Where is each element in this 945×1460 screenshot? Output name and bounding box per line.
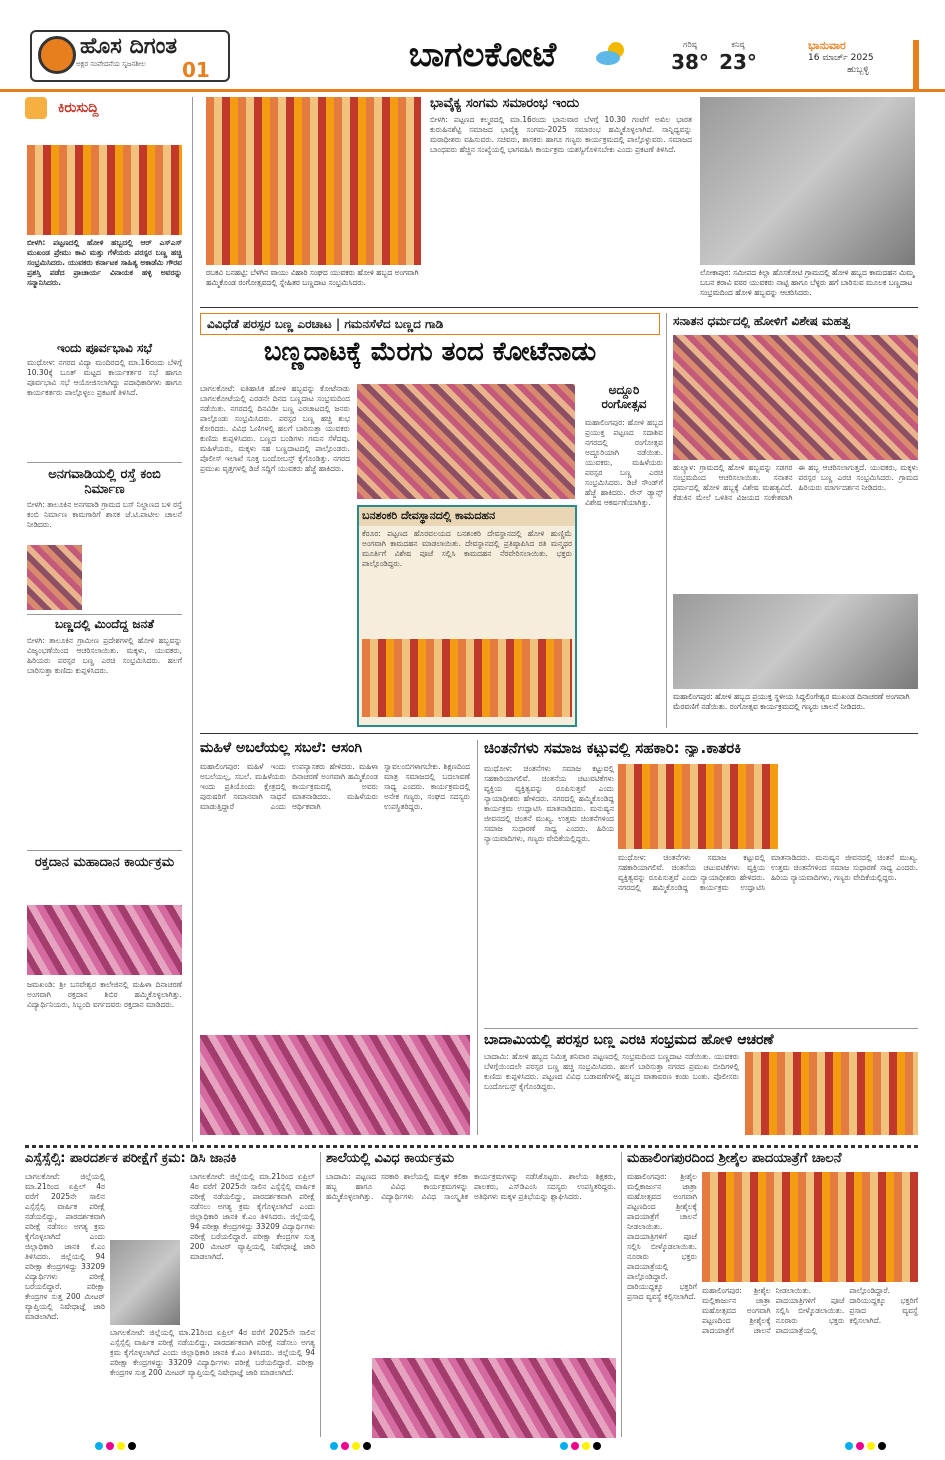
blood-donation-photo [27,905,182,975]
column-rule [621,1152,622,1437]
max-temp-label: ಗರಿಷ್ಠ [683,40,697,49]
women-story-text: ಮಹಾಲಿಂಗಪುರ: ಮಹಿಳೆ ಇಂದು ಅಬಲೆಯಲ್ಲ, ಸಬಲೆ. ಮಹಿಳೆಯರು ಇಂದು ಪ್ರತಿಯೊಂದು ಕ್ಷೇತ್ರದಲ್ಲಿ ಪುರುಷರಿಗೆ ಸಮಾನವಾಗಿ ಸಾಧನೆ ಮಾಡುತ್ತಿದ್ದಾರೆ ಎಂದು ಉಪನ್ಯಾಸಕರು ಹೇಳಿದರು. ಮಹಿಳಾ ದಿನಾಚರಣೆ ಅಂಗವಾಗಿ ಹಮ್ಮಿಕೊಂಡ ಕಾರ್ಯಕ್ರಮದಲ್ಲಿ ಅವರು ಮಾತನಾಡಿದರು. ಮಹಿಳೆಯರು ಆರ್ಥಿಕವಾಗಿ ಸ್ವಾವಲಂಬಿಗಳಾಗಬೇಕು. ಶಿಕ್ಷಣದಿಂದ ಮಾತ್ರ ಸಮಾಜದಲ್ಲಿ ಬದಲಾವಣೆ ಸಾಧ್ಯ ಎಂದರು. ಕಾರ್ಯಕ್ರಮದಲ್ಲಿ ಅನೇಕ ಗಣ್ಯರು, ಸಂಘದ ಸದಸ್ಯರು ಉಪಸ್ಥಿತರಿದ್ದರು. [200,762,470,811]
registration-marks [560,1442,620,1454]
padayatra-text: ಮಹಾಲಿಂಗಪುರ: ಶ್ರೀಶೈಲ ಮಲ್ಲಿಕಾರ್ಜುನ ಜಾತ್ರಾ ಮಹೋತ್ಸವದ ಅಂಗವಾಗಿ ಪಟ್ಟಣದಿಂದ ಶ್ರೀಶೈಲಕ್ಕೆ ಪಾದಯಾತ್ರೆಗೆ ಚಾಲನೆ ನೀಡಲಾಯಿತು. ಪಾದಯಾತ್ರಿಗಳಿಗೆ ಪೂಜೆ ಸಲ್ಲಿಸಿ ಬೀಳ್ಕೊಡಲಾಯಿತು. ನೂರಾರು ಭಕ್ತರು ಪಾದಯಾತ್ರೆಯಲ್ಲಿ ಪಾಲ್ಗೊಂಡಿದ್ದಾರೆ. ದಾರಿಯುದ್ದಕ್ಕೂ ಭಕ್ತರಿಗೆ ಪ್ರಸಾದ ವ್ಯವಸ್ಥೆ ಕಲ್ಪಿಸಲಾಗಿದೆ. [627,1172,697,1301]
school-title: ಶಾಲೆಯಲ್ಲಿ ವಿವಿಧ ಕಾರ್ಯಕ್ರಮ [326,1152,455,1166]
min-temp-value: 23° [719,50,757,74]
header-accent-bar [913,40,919,90]
day-name: ಭಾನುವಾರ [808,40,846,52]
right-col-title: ಸನಾತನ ಧರ್ಮದಲ್ಲಿ ಹೋಳಿಗೆ ವಿಶೇಷ ಮಹತ್ವ [673,315,851,328]
hand-point-icon [25,97,47,119]
page-number: 01 [182,58,210,82]
kamadahana-box [357,505,577,727]
right-col-caption: ಮಹಾಲಿಂಗಪುರ: ಹೋಳಿ ಹಬ್ಬದ ಪ್ರಯುಕ್ತ ಸ್ಥಳೀಯ ಸಿದ್ದಲಿಂಗೇಶ್ವರ ಮುಖಂಡ ದಿನಾಚರಣೆ ಅಂಗವಾಗಿ ಮೆರವಣಿಗೆ ನಡೆಯಿತು. ರಂಗೋತ್ಸವ ಕಾರ್ಯಕ್ರಮದಲ್ಲಿ ಗಣ್ಯರು ಚಾಲನೆ ನೀಡಿದರು. [673,692,918,728]
sidebar-heading-4: ರಕ್ತದಾನ ಮಹಾದಾನ ಕಾರ್ಯಕ್ರಮ [34,856,175,870]
sidebar-text-2: ಬೀಳಗಿ: ತಾಲೂಕಿನ ಅನಗವಾಡಿ ಗ್ರಾಮದ ಬಸ್ ನಿಲ್ದಾಣದ ಬಳಿ ರಸ್ತೆ ಕಂಬಿ ನಿರ್ಮಾಣ ಕಾಮಗಾರಿಗೆ ಶಾಸಕ ಜೆ.ಟಿ.ಪಾಟೀಲ ಚಾಲನೆ ನೀಡಿದರು. [27,500,182,529]
lead-body: ಬಾಗಲಕೋಟೆ: ಐತಿಹಾಸಿಕ ಹೋಳಿ ಹಬ್ಬವನ್ನು ಕೋಟೆನಾಡು ಬಾಗಲಕೋಟೆಯಲ್ಲಿ ಎರಡನೇ ದಿನದ ಬಣ್ಣದಾಟ ಸಂಭ್ರಮದಿಂದ ನಡೆಯಿತು. ನಗರದಲ್ಲಿ ದಿನವಿಡೀ ಬಣ್ಣ ಎರಚಾಟದಲ್ಲಿ ಜನರು ಪಾಲ್ಗೊಂಡು ಸಂಭ್ರಮಿಸಿದರು. ಪರಸ್ಪರ ಬಣ್ಣ ಹಚ್ಚಿ ಶುಭ ಕೋರಿದರು. ವಿವಿಧ ಓಣಿಗಳಲ್ಲಿ ಹಲಗೆ ಬಾರಿಸುತ್ತಾ ಯುವಕರು ಕುಣಿದು ಕುಪ್ಪಳಿಸಿದರು. ಬಣ್ಣದ ಬಂಡಿಗಳು ಗಮನ ಸೆಳೆದವು. ಮಹಿಳೆಯರು, ಮಕ್ಕಳು ಸಹ ಬಣ್ಣದಾಟದಲ್ಲಿ ಪಾಲ್ಗೊಂಡರು. ಪೊಲೀಸ್ ಇಲಾಖೆ ಸೂಕ್ತ ಬಂದೋಬಸ್ತ್ ಕೈಗೊಂಡಿತ್ತು. ನಗರದ ಪ್ರಮುಖ ವೃತ್ತಗಳಲ್ಲಿ ಡಿಜೆ ಸದ್ದಿಗೆ ಯುವಕರು ಹೆಜ್ಜೆ ಹಾಕಿದರು. [200,384,350,473]
road-work-photo [27,545,82,610]
sslc-text-cont: ಬಾಗಲಕೋಟೆ: ಜಿಲ್ಲೆಯಲ್ಲಿ ಮಾ.21ರಿಂದ ಏಪ್ರಿಲ್ 4ರ ವರೆಗೆ 2025ನೇ ಸಾಲಿನ ಎಸ್ಸೆಸ್ಸೆಲ್ಸಿ ವಾರ್ಷಿಕ ಪರೀಕ್ಷೆ ನಡೆಯಲಿದ್ದು, ಪಾರದರ್ಶಕವಾಗಿ ಪರೀಕ್ಷೆ ನಡೆಸಲು ಅಗತ್ಯ ಕ್ರಮ ಕೈಗೊಳ್ಳಲಾಗಿದೆ ಎಂದು ಜಿಲ್ಲಾಧಿಕಾರಿ ಜಾನಕಿ ಕೆ.ಎಂ ತಿಳಿಸಿದರು. ಜಿಲ್ಲೆಯಲ್ಲಿ 94 ಪರೀಕ್ಷಾ ಕೇಂದ್ರಗಳಿದ್ದು 33209 ವಿದ್ಯಾರ್ಥಿಗಳು ಪರೀಕ್ಷೆ ಬರೆಯಲಿದ್ದಾರೆ. ಪರೀಕ್ಷಾ ಕೇಂದ್ರಗಳ ಸುತ್ತ 200 ಮೀಟರ್ ವ್ಯಾಪ್ತಿಯಲ್ಲಿ ನಿಷೇಧಾಜ್ಞೆ ಜಾರಿ ಮಾಡಲಾಗಿದೆ. [110,1328,315,1377]
dateline [808,40,908,76]
box-text: ಕೆರೂರ: ಪಟ್ಟಣದ ಹೊರವಲಯದ ಬನಶಂಕರಿ ದೇವಸ್ಥಾನದಲ್ಲಿ ಹೋಳಿ ಹುಣ್ಣಿಮೆ ಅಂಗವಾಗಿ ಕಾಮದಹನ ಮಾಡಲಾಯಿತು. ದೇವಸ್ಥಾನದಲ್ಲಿ ಪ್ರತಿಷ್ಠಾಪಿಸಿದ ರತಿ ಮನ್ಮಥರ ಮೂರ್ತಿಗೆ ವಿಶೇಷ ಪೂಜೆ ಸಲ್ಲಿಸಿ ಕಾಮದಹನ ನೆರವೇರಿಸಲಾಯಿತು. ಭಕ್ತರು ಪಾಲ್ಗೊಂಡಿದ್ದರು. [362,528,572,568]
date-text: 16 ಮಾರ್ಚ್ 2025 [808,53,874,63]
walkers-group-photo [206,97,421,265]
badami-holi-photo [745,1052,918,1135]
top-center-text: ಬೀಳಗಿ: ಪಟ್ಟಣದ ಕಲ್ಮಠದಲ್ಲಿ ಮಾ.16ರಂದು ಭಾನುವಾರ ಬೆಳಗ್ಗೆ 10.30 ಗಂಟೆಗೆ ಅಖಿಲ ಭಾರತ ಕುರುಹಿನಶೆಟ್ಟಿ ಸಮಾಜದ ಭಾವೈಕ್ಯ ಸಂಗಮ-2025 ಸಮಾರಂಭ ಹಮ್ಮಿಕೊಳ್ಳಲಾಗಿದೆ. ಸಾನ್ನಿಧ್ಯವನ್ನು ಮಠಾಧೀಶರು ವಹಿಸುವರು. ಸಚಿವರು, ಶಾಸಕರು ಹಾಗೂ ಗಣ್ಯರು ಕಾರ್ಯಕ್ರಮದಲ್ಲಿ ಪಾಲ್ಗೊಳ್ಳುವರು. ಸಮಾಜದ ಬಾಂಧವರು ಹೆಚ್ಚಿನ ಸಂಖ್ಯೆಯಲ್ಲಿ ಭಾಗವಹಿಸಿ ಕಾರ್ಯಕ್ರಮ ಯಶಸ್ವಿಗೊಳಿಸಬೇಕು ಎಂದು ಪ್ರಕಟಣೆ ತಿಳಿಸಿದೆ. [430,115,692,154]
side-story-title: ಅದ್ದೂರಿ ರಂಗೋತ್ಸವ [601,384,647,411]
padayatra-text-cont: ಮಹಾಲಿಂಗಪುರ: ಶ್ರೀಶೈಲ ಮಲ್ಲಿಕಾರ್ಜುನ ಜಾತ್ರಾ ಮಹೋತ್ಸವದ ಅಂಗವಾಗಿ ಪಟ್ಟಣದಿಂದ ಶ್ರೀಶೈಲಕ್ಕೆ ಪಾದಯಾತ್ರೆಗೆ ಚಾಲನೆ ನೀಡಲಾಯಿತು. ಪಾದಯಾತ್ರಿಗಳಿಗೆ ಪೂಜೆ ಸಲ್ಲಿಸಿ ಬೀಳ್ಕೊಡಲಾಯಿತು. ನೂರಾರು ಭಕ್ತರು ಪಾದಯಾತ್ರೆಯಲ್ಲಿ ಪಾಲ್ಗೊಂಡಿದ್ದಾರೆ. ದಾರಿಯುದ್ದಕ್ಕೂ ಭಕ್ತರಿಗೆ ಪ್ರಸಾದ ವ್ಯವಸ್ಥೆ ಕಲ್ಪಿಸಲಾಗಿದೆ. [702,1286,918,1335]
crowd-celebration-photo [357,384,575,499]
badami-story-text: ಬಾದಾಮಿ: ಹೋಳಿ ಹಬ್ಬದ ನಿಮಿತ್ತ ಶನಿವಾರ ಪಟ್ಟಣದಲ್ಲಿ ಸಂಭ್ರಮದಿಂದ ಬಣ್ಣದಾಟ ನಡೆಯಿತು. ಯುವಕರು ಬೆಳಗ್ಗೆಯಿಂದಲೇ ಪರಸ್ಪರ ಬಣ್ಣ ಹಚ್ಚಿ ಸಂಭ್ರಮಿಸಿದರು. ಹಲಗೆ ಬಾರಿಸುತ್ತಾ ನಗರದ ಪ್ರಮುಖ ಬೀದಿಗಳಲ್ಲಿ ಕುಣಿದು ಕುಪ್ಪಳಿಸಿದರು. ಪಟ್ಟಣದ ವಿವಿಧ ಬಡಾವಣೆಗಳಲ್ಲಿ ಹಬ್ಬದ ವಾತಾವರಣ ಕಂಡು ಬಂತು. ಪೊಲೀಸರು ಬಂದೋಬಸ್ತ್ ಕೈಗೊಂಡಿದ್ದರು. [484,1052,739,1091]
procession-photo [673,594,918,689]
column-rule [477,740,478,1135]
weather-sun-cloud-icon [592,38,632,68]
column-rule [666,313,667,728]
sidebar-top-caption: ಬೀಳಗಿ: ಪಟ್ಟಣದಲ್ಲಿ ಹೋಳಿ ಹಬ್ಬದಲ್ಲಿ ಆರ್ ಎಸ್‌ಎಸ್ ಮುಖಂಡ ಪ್ರೇಮು ಕಾವಿ ಮತ್ತು ಗೆಳೆಯರು ಪರಸ್ಪರ ಬಣ್ಣ ಹಚ್ಚಿ ಸಂಭ್ರಮಿಸಿದರು. ಯುವಕರು ಕರ್ನಾಟಕ ಸಾಹಿತ್ಯ ಅಕಾಡೆಮಿ ಗೌರವ ಪ್ರಶಸ್ತಿ ಪಡೆದ ಪ್ರಾಚಾರ್ಯ ವಿನಾಯಕ ಹಳ್ಳಿ ಅವರನ್ನು ಸನ್ಮಾನಿಸಿದರು. [27,238,182,287]
badami-story-title: ಬಾದಾಮಿಯಲ್ಲಿ ಪರಸ್ಪರ ಬಣ್ಣ ಎರಚಿ ಸಂಭ್ರಮದ ಹೋಳಿ ಆಚರಣೆ [484,1032,774,1048]
divider [27,462,182,463]
right-col-text: ಹುಲ್ಯಾಳ: ಗ್ರಾಮದಲ್ಲಿ ಹೋಳಿ ಹಬ್ಬವನ್ನು ಸಡಗರ ಸಂಭ್ರಮದಿಂದ ಆಚರಿಸಲಾಯಿತು. ಸನಾತನ ಧರ್ಮದಲ್ಲಿ ಹೋಳಿ ಹಬ್ಬಕ್ಕೆ ವಿಶೇಷ ಮಹತ್ವವಿದೆ. ಕೆಡುಕಿನ ಮೇಲೆ ಒಳಿತಿನ ವಿಜಯದ ಸಂಕೇತವಾಗಿ ಈ ಹಬ್ಬ ಆಚರಿಸಲಾಗುತ್ತದೆ. ಯುವಕರು, ಮಕ್ಕಳು ಪರಸ್ಪರ ಬಣ್ಣ ಎರಚಿ ಸಂಭ್ರಮಿಸಿದರು. ಗ್ರಾಮದ ಹಿರಿಯರು ಮಾರ್ಗದರ್ಶನ ನೀಡಿದರು. [673,463,918,502]
divider [200,733,918,734]
school-event-photo [372,1358,616,1438]
divider [484,1028,918,1029]
lead-kicker: ವಿವಿಧೆಡೆ ಪರಸ್ಪರ ಬಣ್ಣ ಎರಚಾಟ | ಗಮನಸೆಳೆದ ಬಣ್ಣದ ಗಾಡಿ [200,313,660,335]
registration-marks [95,1442,155,1454]
registration-marks [330,1442,390,1454]
sidebar-section-title [25,97,185,119]
masthead [0,0,945,92]
max-temp-value: 38° [671,50,709,74]
max-temp-block [670,40,710,74]
divider [200,307,918,308]
sslc-title: ಎಸ್ಸೆಸ್ಸೆಲ್ಸಿ: ಪಾರದರ್ಶಕ ಪರೀಕ್ಷೆಗೆ ಕ್ರಮ: ಡಿಸಿ ಜಾನಕಿ [25,1152,237,1166]
section-label: ಕಿರುಸುದ್ದಿ [57,100,99,116]
sslc-text: ಬಾಗಲಕೋಟೆ: ಜಿಲ್ಲೆಯಲ್ಲಿ ಮಾ.21ರಿಂದ ಏಪ್ರಿಲ್ 4ರ ವರೆಗೆ 2025ನೇ ಸಾಲಿನ ಎಸ್ಸೆಸ್ಸೆಲ್ಸಿ ವಾರ್ಷಿಕ ಪರೀಕ್ಷೆ ನಡೆಯಲಿದ್ದು, ಪಾರದರ್ಶಕವಾಗಿ ಪರೀಕ್ಷೆ ನಡೆಸಲು ಅಗತ್ಯ ಕ್ರಮ ಕೈಗೊಳ್ಳಲಾಗಿದೆ ಎಂದು ಜಿಲ್ಲಾಧಿಕಾರಿ ಜಾನಕಿ ಕೆ.ಎಂ ತಿಳಿಸಿದರು. ಜಿಲ್ಲೆಯಲ್ಲಿ 94 ಪರೀಕ್ಷಾ ಕೇಂದ್ರಗಳಿದ್ದು 33209 ವಿದ್ಯಾರ್ಥಿಗಳು ಪರೀಕ್ಷೆ ಬರೆಯಲಿದ್ದಾರೆ. ಪರೀಕ್ಷಾ ಕೇಂದ್ರಗಳ ಸುತ್ತ 200 ಮೀಟರ್ ವ್ಯಾಪ್ತಿಯಲ್ಲಿ ನಿಷೇಧಾಜ್ಞೆ ಜಾರಿ ಮಾಡಲಾಗಿದೆ. [25,1172,105,1321]
min-temp-block [718,40,758,74]
place-text: ಹುಬ್ಬಳ್ಳಿ [847,65,869,75]
column-rule [192,97,193,1142]
temple-fire-photo [362,639,572,717]
justice-event-photo [618,764,778,849]
divider [27,850,182,851]
school-text: ಬಾದಾಮಿ: ಪಟ್ಟಣದ ಸರಕಾರಿ ಶಾಲೆಯಲ್ಲಿ ಮಕ್ಕಳ ಕಲಿಕಾ ಹಬ್ಬ ಹಾಗೂ ವಿವಿಧ ಕಾರ್ಯಕ್ರಮಗಳನ್ನು ಹಮ್ಮಿಕೊಳ್ಳಲಾಗಿತ್ತು. ವಿದ್ಯಾರ್ಥಿಗಳು ವಿವಿಧ ಸಾಂಸ್ಕೃತಿಕ ಕಾರ್ಯಕ್ರಮಗಳನ್ನು ನಡೆಸಿಕೊಟ್ಟರು. ಶಾಲೆಯ ಶಿಕ್ಷಕರು, ಪಾಲಕರು, ಎಸ್‌ಡಿಎಂಸಿ ಸದಸ್ಯರು ಉಪಸ್ಥಿತರಿದ್ದರು. ಅತಿಥಿಗಳು ಮಕ್ಕಳ ಪ್ರತಿಭೆಯನ್ನು ಶ್ಲಾಘಿಸಿದರು. [326,1172,616,1201]
padayatra-title: ಮಹಾಲಿಂಗಪುರದಿಂದ ಶ್ರೀಶೈಲ ಪಾದಯಾತ್ರೆಗೆ ಚಾಲನೆ [627,1152,842,1166]
top-center-title: ಭಾವೈಕ್ಯ ಸಂಗಮ ಸಮಾರಂಭ ಇಂದು [430,97,580,111]
village-group-photo [700,97,915,265]
justice-story-text-cont: ಮುಧೋಳ: ಚಿಂತನೆಗಳು ಸಮಾಜ ಕಟ್ಟುವಲ್ಲಿ ಸಹಕಾರಿಯಾಗಲಿವೆ. ಚಿಂತನೆಯ ಚಟುವಟಿಕೆಗಳು ವ್ಯಕ್ತಿಯ ವ್ಯಕ್ತಿತ್ವವನ್ನು ರೂಪಿಸುತ್ತವೆ ಎಂದು ನ್ಯಾಯಾಧೀಶರು ಹೇಳಿದರು. ನಗರದಲ್ಲಿ ಹಮ್ಮಿಕೊಂಡಿದ್ದ ಕಾರ್ಯಕ್ರಮ ಉದ್ಘಾಟಿಸಿ ಮಾತನಾಡಿದರು. ಮನುಷ್ಯನ ಜೀವನದಲ್ಲಿ ಚಿಂತನೆ ಮುಖ್ಯ. ಉತ್ತಮ ಚಿಂತನೆಗಳಿಂದ ಸಮಾಜ ಸುಧಾರಣೆ ಸಾಧ್ಯ ಎಂದರು. ಹಿರಿಯ ನ್ಯಾಯವಾದಿಗಳು, ಗಣ್ಯರು ವೇದಿಕೆಯಲ್ಲಿದ್ದರು. [618,853,918,892]
city-title: ಬಾಗಲಕೋಟೆ [408,35,557,75]
sidebar-text-4: ಜಮಖಂಡಿ: ಶ್ರೀ ಬಸವೇಶ್ವರ ಕಾಲೇಜಿನಲ್ಲಿ ಮಹಿಳಾ ದಿನಾಚರಣೆ ಅಂಗವಾಗಿ ರಕ್ತದಾನ ಶಿಬಿರ ಹಮ್ಮಿಕೊಳ್ಳಲಾಗಿತ್ತು. ವಿದ್ಯಾರ್ಥಿನಿಯರು, ಸಿಬ್ಬಂದಿ ವರ್ಗದವರು ರಕ್ತದಾನ ಮಾಡಿದರು. [27,980,182,1009]
sidebar-heading-1: ಇಂದು ಪೂರ್ವಭಾವಿ ಸಭೆ [56,342,153,355]
sslc-text-col2: ಬಾಗಲಕೋಟೆ: ಜಿಲ್ಲೆಯಲ್ಲಿ ಮಾ.21ರಿಂದ ಏಪ್ರಿಲ್ 4ರ ವರೆಗೆ 2025ನೇ ಸಾಲಿನ ಎಸ್ಸೆಸ್ಸೆಲ್ಸಿ ವಾರ್ಷಿಕ ಪರೀಕ್ಷೆ ನಡೆಯಲಿದ್ದು, ಪಾರದರ್ಶಕವಾಗಿ ಪರೀಕ್ಷೆ ನಡೆಸಲು ಅಗತ್ಯ ಕ್ರಮ ಕೈಗೊಳ್ಳಲಾಗಿದೆ ಎಂದು ಜಿಲ್ಲಾಧಿಕಾರಿ ಜಾನಕಿ ಕೆ.ಎಂ ತಿಳಿಸಿದರು. ಜಿಲ್ಲೆಯಲ್ಲಿ 94 ಪರೀಕ್ಷಾ ಕೇಂದ್ರಗಳಿದ್ದು 33209 ವಿದ್ಯಾರ್ಥಿಗಳು ಪರೀಕ್ಷೆ ಬರೆಯಲಿದ್ದಾರೆ. ಪರೀಕ್ಷಾ ಕೇಂದ್ರಗಳ ಸುತ್ತ 200 ಮೀಟರ್ ವ್ಯಾಪ್ತಿಯಲ್ಲಿ ನಿಷೇಧಾಜ್ಞೆ ಜಾರಿ ಮಾಡಲಾಗಿದೆ. [190,1172,315,1261]
padayatra-photo [702,1172,918,1282]
holi-crowd-photo [673,335,918,460]
sidebar-heading-3: ಬಣ್ಣದಲ್ಲಿ ಮಿಂದೆದ್ದ ಜನತೆ [55,618,154,631]
dc-portrait-photo [110,1240,180,1325]
sidebar-heading-2: ಅನಗವಾಡಿಯಲ್ಲಿ ರಸ್ತೆ ಕಂಬಿ ನಿರ್ಮಾಣ [48,468,161,497]
logo-emblem-icon [38,36,76,74]
justice-story-text: ಮುಧೋಳ: ಚಿಂತನೆಗಳು ಸಮಾಜ ಕಟ್ಟುವಲ್ಲಿ ಸಹಕಾರಿಯಾಗಲಿವೆ. ಚಿಂತನೆಯ ಚಟುವಟಿಕೆಗಳು ವ್ಯಕ್ತಿಯ ವ್ಯಕ್ತಿತ್ವವನ್ನು ರೂಪಿಸುತ್ತವೆ ಎಂದು ನ್ಯಾಯಾಧೀಶರು ಹೇಳಿದರು. ನಗರದಲ್ಲಿ ಹಮ್ಮಿಕೊಂಡಿದ್ದ ಕಾರ್ಯಕ್ರಮ ಉದ್ಘಾಟಿಸಿ ಮಾತನಾಡಿದರು. ಮನುಷ್ಯನ ಜೀವನದಲ್ಲಿ ಚಿಂತನೆ ಮುಖ್ಯ. ಉತ್ತಮ ಚಿಂತನೆಗಳಿಂದ ಸಮಾಜ ಸುಧಾರಣೆ ಸಾಧ್ಯ ಎಂದರು. ಹಿರಿಯ ನ್ಯಾಯವಾದಿಗಳು, ಗಣ್ಯರು ವೇದಿಕೆಯಲ್ಲಿದ್ದರು. [484,764,614,843]
sidebar-text-1: ಮುಧೋಳ: ನಗರದ ವಿದ್ಯಾ ಮಂದಿರದಲ್ಲಿ ಮಾ.16ರಂದು ಬೆಳಿಗ್ಗೆ 10.30ಕ್ಕೆ ಬೂತ್ ಮಟ್ಟದ ಕಾರ್ಯಕರ್ತರ ಸಭೆ ಹಾಗೂ ಪೂರ್ವಭಾವಿ ಸಭೆ ಆಯೋಜಿಸಲಾಗಿದ್ದು ಪದಾಧಿಕಾರಿಗಳು ಹಾಗೂ ಕಾರ್ಯಕರ್ತರು ಪಾಲ್ಗೊಳ್ಳಲು ಪ್ರಕಟಣೆ ತಿಳಿಸಿದೆ. [27,358,182,397]
paper-tagline: ಅಕ್ಷರ ಸಂವೇದನೆಯ ಸೃಜನಶೀಲ [76,60,146,68]
justice-story-title: ಚಿಂತನೆಗಳು ಸಮಾಜ ಕಟ್ಟುವಲ್ಲಿ ಸಹಕಾರಿ: ನ್ಯಾ.ಕಾತರಕಿ [484,740,742,757]
divider [27,614,182,615]
column-rule [320,1152,321,1437]
holi-group-photo [27,145,182,235]
section-divider [25,1145,918,1148]
sidebar-text-3: ಬೀಳಗಿ: ತಾಲೂಕಿನ ಗ್ರಾಮೀಣ ಪ್ರದೇಶಗಳಲ್ಲಿ ಹೋಳಿ ಹಬ್ಬವನ್ನು ವಿಜೃಂಭಣೆಯಿಂದ ಆಚರಿಸಲಾಯಿತು. ಮಕ್ಕಳು, ಯುವಕರು, ಹಿರಿಯರು ಪರಸ್ಪರ ಬಣ್ಣ ಎರಚಿ ಸಂಭ್ರಮಿಸಿದರು. ಹಲಗೆ ಬಾರಿಸುತ್ತಾ ಕುಣಿದು ಕುಪ್ಪಳಿಸಿದರು. [27,636,182,675]
side-story-text: ಮಹಾಲಿಂಗಪುರ: ಹೋಳಿ ಹಬ್ಬದ ಪ್ರಯುಕ್ತ ಪಟ್ಟಣದ ಸದಾಶಿವ ನಗರದಲ್ಲಿ ರಂಗೋತ್ಸವ ಅದ್ದೂರಿಯಾಗಿ ನಡೆಯಿತು. ಯುವಕರು, ಮಹಿಳೆಯರು ಪರಸ್ಪರ ಬಣ್ಣ ಎರಚಿ ಸಂಭ್ರಮಿಸಿದರು. ಡಿಜೆ ಸೌಂಡ್‌ಗೆ ಹೆಜ್ಜೆ ಹಾಕಿದರು. ರೇನ್ ಡ್ಯಾನ್ಸ್ ವಿಶೇಷ ಆಕರ್ಷಣೆಯಾಗಿತ್ತು. [585,418,663,507]
women-story-title: ಮಹಿಳೆ ಅಬಲೆಯಲ್ಲ ಸಬಲೆ: ಆಸಂಗಿ [200,740,363,756]
lead-headline: ಬಣ್ಣದಾಟಕ್ಕೆ ಮೆರಗು ತಂದ ಕೋಟೆನಾಡು [263,338,597,367]
box-title: ಬನಶಂಕರಿ ದೇವಸ್ಥಾನದಲ್ಲಿ ಕಾಮದಹನ [359,507,575,526]
paper-logo [30,30,230,82]
paper-name: ಹೊಸ ದಿಗಂತ [80,34,178,59]
min-temp-label: ಕನಿಷ್ಠ [731,40,745,49]
top-right-caption: ಲೋಕಾಪುರ: ಸಮೀಪದ ಕಿಲ್ಲಾ ಹೊಸಕೋಟಿ ಗ್ರಾಮದಲ್ಲಿ ಹೋಳಿ ಹಬ್ಬದ ಕಾಮದಹನ ಮಿಮ್ಮ ಬಬನ ಕರಾವಿ ವಠರ ಯುವಕರು ನಾಟ್ಟಿ ಹಾಗೂ ಬೆಳ್ಳರು ಹಗೆ ಬಾರಿಸುವ ಮೂಲಕ ಬಣ್ಣದಾಟ ಸಂಭ್ರಮದಿಂದ ಹೋಳಿ ಹಬ್ಬವನ್ನು ಆಚರಿಸಿದರು. [700,268,915,302]
women-event-photo [200,1035,470,1135]
top-left-caption: ರಬಕವಿ ಬನಹಟ್ಟಿ: ಬೆಳಗಿನ ವಾಯು ವಿಹಾರಿ ಸಂಘದ ಯುವಕರು ಹೋಳಿ ಹಬ್ಬದ ಅಂಗವಾಗಿ ಹಮ್ಮಿಕೊಂಡ ರಂಗೋತ್ಸವದಲ್ಲಿ ಸ್ನೇಹಿತರ ಬಣ್ಣದಾಟ ಸಂಭ್ರಮಿಸಿದರು. [206,268,421,302]
registration-marks [845,1442,905,1454]
